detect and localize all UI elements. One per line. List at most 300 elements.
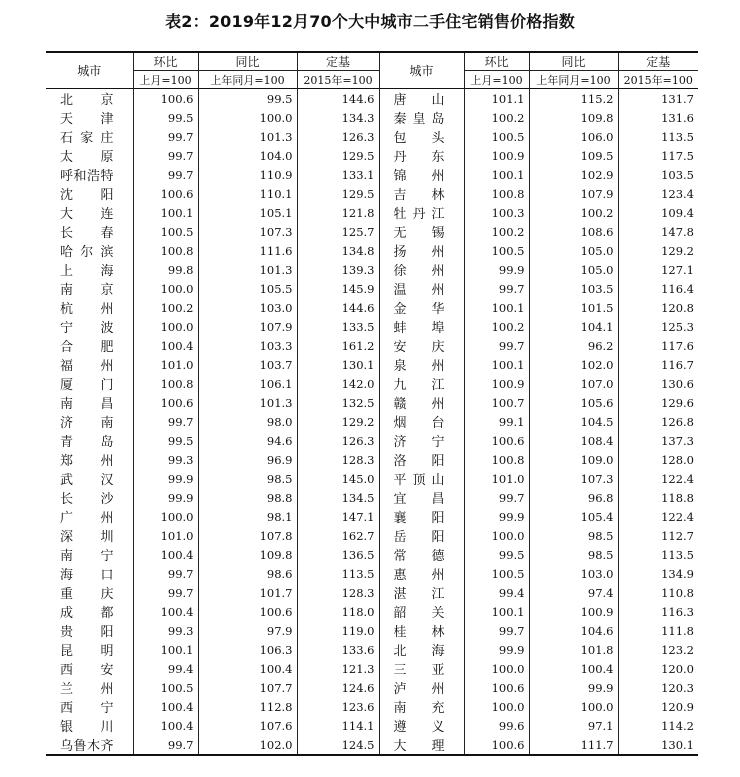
base-value-right: 113.5: [661, 547, 694, 562]
mom-value-left: 99.8: [133, 260, 198, 279]
city-name-right: 温州: [379, 279, 464, 298]
city-name-right: 秦皇岛: [379, 108, 464, 127]
city-name-left: 广州: [46, 507, 133, 526]
base-value-right: 125.3: [661, 319, 694, 334]
yoy-value-left: 103.0: [198, 298, 297, 317]
yoy-value-right: 96.2: [529, 336, 618, 355]
city-name-right: 泉州: [379, 355, 464, 374]
base-value-right: 117.5: [661, 148, 694, 163]
mom-value-left: 100.6: [133, 89, 198, 109]
mom-value-left: 99.5: [133, 431, 198, 450]
city-name-right: 遵义: [379, 716, 464, 735]
base-value-left: 126.3: [297, 431, 379, 450]
city-name-right: 无锡: [379, 222, 464, 241]
city-name-left: 大连: [46, 203, 133, 222]
table-row: [46, 108, 698, 127]
table-title: 表2：2019年12月70个大中城市二手住宅销售价格指数: [165, 12, 575, 31]
yoy-value-right: 104.6: [529, 621, 618, 640]
mom-value-right: 100.3: [464, 203, 529, 222]
mom-value-left: 99.9: [133, 488, 198, 507]
yoy-value-right: 111.7: [529, 735, 618, 755]
mom-value-left: 100.0: [133, 317, 198, 336]
header-city-right: 城市: [379, 52, 464, 89]
mom-value-right: 99.4: [464, 583, 529, 602]
mom-value-right: 99.7: [464, 336, 529, 355]
mom-value-right: 99.9: [464, 640, 529, 659]
table-row: [46, 355, 698, 374]
mom-value-left: 100.6: [133, 184, 198, 203]
table-row: [46, 640, 698, 659]
base-value-left: 139.3: [297, 260, 379, 279]
yoy-value-left: 110.9: [198, 165, 297, 184]
base-value-left: 161.2: [297, 336, 379, 355]
mom-value-left: 99.7: [133, 735, 198, 755]
mom-value-right: 100.2: [464, 222, 529, 241]
city-name-right: 徐州: [379, 260, 464, 279]
yoy-value-right: 99.9: [529, 678, 618, 697]
mom-value-right: 99.9: [464, 507, 529, 526]
mom-value-left: 101.0: [133, 526, 198, 545]
city-name-right: 金华: [379, 298, 464, 317]
header-yoy-sub-left: 上年同月=100: [198, 71, 297, 89]
base-value-left: 162.7: [297, 526, 379, 545]
city-name-right: 宜昌: [379, 488, 464, 507]
table-row: [46, 260, 698, 279]
base-value-right: 126.8: [661, 414, 694, 429]
base-value-right: 128.0: [661, 452, 694, 467]
table-row: [46, 146, 698, 165]
table-row: [46, 298, 698, 317]
mom-value-right: 99.7: [464, 621, 529, 640]
yoy-value-left: 96.9: [198, 450, 297, 469]
mom-value-left: 99.5: [133, 108, 198, 127]
base-value-left: 134.3: [297, 108, 379, 127]
base-value-right: 130.6: [661, 376, 694, 391]
mom-value-right: 99.9: [464, 260, 529, 279]
base-value-right: 129.2: [661, 243, 694, 258]
table-row: [46, 165, 698, 184]
mom-value-left: 100.4: [133, 545, 198, 564]
city-name-right: 三亚: [379, 659, 464, 678]
base-value-left: 130.1: [297, 355, 379, 374]
yoy-value-right: 105.4: [529, 507, 618, 526]
city-name-right: 平顶山: [379, 469, 464, 488]
city-name-left: 长沙: [46, 488, 133, 507]
mom-value-right: 100.8: [464, 450, 529, 469]
yoy-value-right: 100.9: [529, 602, 618, 621]
city-name-left: 青岛: [46, 431, 133, 450]
header-base-sub-right: 2015年=100: [623, 73, 693, 87]
mom-value-right: 99.5: [464, 545, 529, 564]
yoy-value-right: 105.0: [529, 260, 618, 279]
base-value-right: 116.3: [661, 604, 694, 619]
table-row: [46, 678, 698, 697]
city-name-left: 厦门: [46, 374, 133, 393]
yoy-value-right: 105.6: [529, 393, 618, 412]
mom-value-right: 100.1: [464, 298, 529, 317]
table-row: [46, 659, 698, 678]
city-name-left: 昆明: [46, 640, 133, 659]
table-row: [46, 184, 698, 203]
yoy-value-right: 108.4: [529, 431, 618, 450]
city-name-left: 上海: [46, 260, 133, 279]
city-name-left: 银川: [46, 716, 133, 735]
base-value-left: 145.9: [297, 279, 379, 298]
mom-value-right: 100.7: [464, 393, 529, 412]
mom-value-left: 99.7: [133, 564, 198, 583]
yoy-value-right: 103.5: [529, 279, 618, 298]
table-row: [46, 374, 698, 393]
mom-value-left: 100.5: [133, 222, 198, 241]
mom-value-right: 101.0: [464, 469, 529, 488]
city-name-left: 宁波: [46, 317, 133, 336]
mom-value-right: 100.6: [464, 735, 529, 755]
base-value-right: 123.2: [661, 642, 694, 657]
base-value-right: 127.1: [661, 262, 694, 277]
mom-value-left: 99.7: [133, 583, 198, 602]
header-base-right: 定基: [618, 52, 698, 71]
mom-value-right: 99.1: [464, 412, 529, 431]
city-name-left: 海口: [46, 564, 133, 583]
table-row: [46, 431, 698, 450]
city-name-right: 烟台: [379, 412, 464, 431]
city-name-left: 呼和浩特: [46, 165, 133, 184]
base-value-right: 131.7: [661, 91, 694, 106]
city-name-left: 合肥: [46, 336, 133, 355]
mom-value-left: 100.0: [133, 507, 198, 526]
city-name-left: 南昌: [46, 393, 133, 412]
base-value-right: 120.0: [661, 661, 694, 676]
city-name-right: 唐山: [379, 89, 464, 109]
yoy-value-left: 101.3: [198, 260, 297, 279]
table-row: [46, 526, 698, 545]
base-value-left: 133.1: [297, 165, 379, 184]
table-row: [46, 697, 698, 716]
city-name-left: 郑州: [46, 450, 133, 469]
city-name-right: 大理: [379, 735, 464, 755]
mom-value-right: 100.6: [464, 431, 529, 450]
base-value-left: 145.0: [297, 469, 379, 488]
mom-value-right: 100.2: [464, 108, 529, 127]
table-row: [46, 279, 698, 298]
table-row: [46, 241, 698, 260]
yoy-value-right: 108.6: [529, 222, 618, 241]
base-value-left: 134.8: [297, 241, 379, 260]
mom-value-left: 100.4: [133, 716, 198, 735]
mom-value-right: 100.1: [464, 602, 529, 621]
city-name-right: 桂林: [379, 621, 464, 640]
base-value-right: 111.8: [661, 623, 694, 638]
mom-value-right: 101.1: [464, 89, 529, 109]
yoy-value-left: 100.0: [198, 108, 297, 127]
table-row: [46, 203, 698, 222]
yoy-value-right: 106.0: [529, 127, 618, 146]
base-value-right: 103.5: [661, 167, 694, 182]
mom-value-left: 99.4: [133, 659, 198, 678]
yoy-value-left: 106.3: [198, 640, 297, 659]
yoy-value-right: 104.1: [529, 317, 618, 336]
table-row: [46, 469, 698, 488]
table-row: [46, 507, 698, 526]
city-name-right: 韶关: [379, 602, 464, 621]
header-base-left: 定基: [297, 52, 379, 71]
base-value-left: 134.5: [297, 488, 379, 507]
table-row: [46, 393, 698, 412]
base-value-right: 147.8: [661, 224, 694, 239]
yoy-value-left: 111.6: [198, 241, 297, 260]
city-name-left: 南宁: [46, 545, 133, 564]
yoy-value-left: 110.1: [198, 184, 297, 203]
base-value-right: 120.3: [661, 680, 694, 695]
base-value-right: 129.6: [661, 395, 694, 410]
city-name-left: 福州: [46, 355, 133, 374]
base-value-left: 142.0: [297, 374, 379, 393]
mom-value-right: 99.7: [464, 488, 529, 507]
base-value-left: 121.3: [297, 659, 379, 678]
city-name-left: 深圳: [46, 526, 133, 545]
mom-value-left: 100.1: [133, 640, 198, 659]
yoy-value-right: 98.5: [529, 545, 618, 564]
yoy-value-left: 105.5: [198, 279, 297, 298]
base-value-left: 119.0: [297, 621, 379, 640]
mom-value-left: 100.8: [133, 241, 198, 260]
mom-value-right: 100.5: [464, 127, 529, 146]
yoy-value-right: 100.2: [529, 203, 618, 222]
yoy-value-right: 97.1: [529, 716, 618, 735]
city-name-left: 兰州: [46, 678, 133, 697]
mom-value-left: 99.7: [133, 127, 198, 146]
base-value-left: 144.6: [297, 89, 379, 109]
table-row: [46, 412, 698, 431]
mom-value-right: 100.5: [464, 564, 529, 583]
base-value-right: 120.8: [661, 300, 694, 315]
city-name-right: 惠州: [379, 564, 464, 583]
yoy-value-right: 102.0: [529, 355, 618, 374]
mom-value-right: 100.0: [464, 526, 529, 545]
city-name-left: 贵阳: [46, 621, 133, 640]
base-value-right: 114.2: [661, 718, 694, 733]
table-row: [46, 336, 698, 355]
city-name-right: 锦州: [379, 165, 464, 184]
city-name-left: 天津: [46, 108, 133, 127]
yoy-value-right: 115.2: [529, 89, 618, 109]
mom-value-left: 100.2: [133, 298, 198, 317]
city-name-right: 吉林: [379, 184, 464, 203]
mom-value-left: 99.7: [133, 146, 198, 165]
yoy-value-right: 107.0: [529, 374, 618, 393]
yoy-value-left: 106.1: [198, 374, 297, 393]
base-value-right: 123.4: [661, 186, 694, 201]
mom-value-left: 99.7: [133, 165, 198, 184]
mom-value-right: 100.2: [464, 317, 529, 336]
mom-value-right: 100.0: [464, 697, 529, 716]
base-value-left: 124.5: [297, 735, 379, 755]
yoy-value-right: 102.9: [529, 165, 618, 184]
mom-value-right: 99.6: [464, 716, 529, 735]
mom-value-left: 100.8: [133, 374, 198, 393]
city-name-left: 西安: [46, 659, 133, 678]
yoy-value-left: 98.0: [198, 412, 297, 431]
city-name-right: 扬州: [379, 241, 464, 260]
city-name-left: 重庆: [46, 583, 133, 602]
mom-value-right: 100.6: [464, 678, 529, 697]
yoy-value-left: 107.9: [198, 317, 297, 336]
yoy-value-left: 103.7: [198, 355, 297, 374]
yoy-value-left: 104.0: [198, 146, 297, 165]
base-value-right: 134.9: [661, 566, 694, 581]
city-name-right: 赣州: [379, 393, 464, 412]
city-name-left: 成都: [46, 602, 133, 621]
table-row: [46, 89, 698, 109]
city-name-right: 南充: [379, 697, 464, 716]
base-value-left: 125.7: [297, 222, 379, 241]
city-name-left: 北京: [46, 89, 133, 109]
city-name-right: 九江: [379, 374, 464, 393]
city-name-left: 石家庄: [46, 127, 133, 146]
table-row: [46, 450, 698, 469]
base-value-right: 112.7: [661, 528, 694, 543]
city-name-left: 南京: [46, 279, 133, 298]
base-value-right: 137.3: [661, 433, 694, 448]
base-value-right: 131.6: [661, 110, 694, 125]
city-name-left: 哈尔滨: [46, 241, 133, 260]
mom-value-left: 100.1: [133, 203, 198, 222]
mom-value-right: 99.7: [464, 279, 529, 298]
price-index-table: [46, 51, 698, 756]
table-row: [46, 127, 698, 146]
mom-value-right: 100.8: [464, 184, 529, 203]
mom-value-left: 100.0: [133, 279, 198, 298]
yoy-value-right: 107.3: [529, 469, 618, 488]
yoy-value-left: 98.6: [198, 564, 297, 583]
yoy-value-left: 107.3: [198, 222, 297, 241]
yoy-value-left: 107.7: [198, 678, 297, 697]
city-name-right: 丹东: [379, 146, 464, 165]
mom-value-left: 100.4: [133, 336, 198, 355]
yoy-value-left: 101.7: [198, 583, 297, 602]
city-name-right: 常德: [379, 545, 464, 564]
base-value-left: 144.6: [297, 298, 379, 317]
base-value-left: 133.6: [297, 640, 379, 659]
table-row: [46, 583, 698, 602]
base-value-left: 129.5: [297, 184, 379, 203]
base-value-left: 136.5: [297, 545, 379, 564]
table-row: [46, 602, 698, 621]
base-value-left: 128.3: [297, 583, 379, 602]
city-name-left: 乌鲁木齐: [46, 735, 133, 755]
mom-value-left: 101.0: [133, 355, 198, 374]
city-name-left: 长春: [46, 222, 133, 241]
base-value-left: 129.2: [297, 412, 379, 431]
yoy-value-left: 98.8: [198, 488, 297, 507]
yoy-value-right: 97.4: [529, 583, 618, 602]
header-yoy-sub-right: 上年同月=100: [529, 71, 618, 89]
city-name-right: 泸州: [379, 678, 464, 697]
table-row: [46, 564, 698, 583]
table-row: [46, 545, 698, 564]
table-header: [46, 52, 698, 89]
base-value-right: 109.4: [661, 205, 694, 220]
city-name-right: 襄阳: [379, 507, 464, 526]
yoy-value-left: 100.6: [198, 602, 297, 621]
table-row: [46, 317, 698, 336]
yoy-value-right: 105.0: [529, 241, 618, 260]
city-name-right: 牡丹江: [379, 203, 464, 222]
table-row: [46, 488, 698, 507]
base-value-right: 130.1: [618, 735, 698, 755]
mom-value-left: 99.3: [133, 450, 198, 469]
header-yoy-right: 同比: [529, 52, 618, 71]
yoy-value-right: 109.8: [529, 108, 618, 127]
base-value-left: 113.5: [297, 564, 379, 583]
base-value-left: 123.6: [297, 697, 379, 716]
yoy-value-left: 112.8: [198, 697, 297, 716]
mom-value-right: 100.0: [464, 659, 529, 678]
base-value-left: 121.8: [297, 203, 379, 222]
yoy-value-left: 100.4: [198, 659, 297, 678]
mom-value-right: 100.9: [464, 146, 529, 165]
yoy-value-left: 94.6: [198, 431, 297, 450]
table-body: [46, 89, 698, 756]
yoy-value-right: 109.5: [529, 146, 618, 165]
mom-value-left: 100.4: [133, 602, 198, 621]
header-mom-sub-right: 上月=100: [464, 71, 529, 89]
city-name-right: 安庆: [379, 336, 464, 355]
yoy-value-left: 98.1: [198, 507, 297, 526]
yoy-value-left: 98.5: [198, 469, 297, 488]
mom-value-left: 100.4: [133, 697, 198, 716]
header-mom-right: 环比: [464, 52, 529, 71]
yoy-value-left: 97.9: [198, 621, 297, 640]
base-value-left: 124.6: [297, 678, 379, 697]
base-value-left: 147.1: [297, 507, 379, 526]
base-value-right: 113.5: [661, 129, 694, 144]
table-row: [46, 716, 698, 735]
base-value-right: 116.7: [661, 357, 694, 372]
base-value-right: 122.4: [661, 471, 694, 486]
mom-value-right: 100.9: [464, 374, 529, 393]
city-name-right: 岳阳: [379, 526, 464, 545]
table-row: [46, 222, 698, 241]
mom-value-right: 100.5: [464, 241, 529, 260]
base-value-left: 118.0: [297, 602, 379, 621]
city-name-right: 洛阳: [379, 450, 464, 469]
mom-value-right: 100.1: [464, 355, 529, 374]
city-name-left: 西宁: [46, 697, 133, 716]
yoy-value-left: 99.5: [198, 89, 297, 109]
base-value-left: 133.5: [297, 317, 379, 336]
city-name-right: 济宁: [379, 431, 464, 450]
base-value-left: 132.5: [297, 393, 379, 412]
yoy-value-right: 107.9: [529, 184, 618, 203]
yoy-value-right: 98.5: [529, 526, 618, 545]
header-mom-left: 环比: [133, 52, 198, 71]
yoy-value-left: 103.3: [198, 336, 297, 355]
yoy-value-right: 101.8: [529, 640, 618, 659]
yoy-value-left: 107.6: [198, 716, 297, 735]
city-name-left: 沈阳: [46, 184, 133, 203]
base-value-right: 118.8: [661, 490, 694, 505]
city-name-right: 北海: [379, 640, 464, 659]
yoy-value-left: 102.0: [198, 735, 297, 755]
table-row: [46, 621, 698, 640]
city-name-left: 杭州: [46, 298, 133, 317]
city-name-right: 蚌埠: [379, 317, 464, 336]
city-name-left: 武汉: [46, 469, 133, 488]
header-yoy-left: 同比: [198, 52, 297, 71]
yoy-value-left: 109.8: [198, 545, 297, 564]
base-value-right: 116.4: [661, 281, 694, 296]
